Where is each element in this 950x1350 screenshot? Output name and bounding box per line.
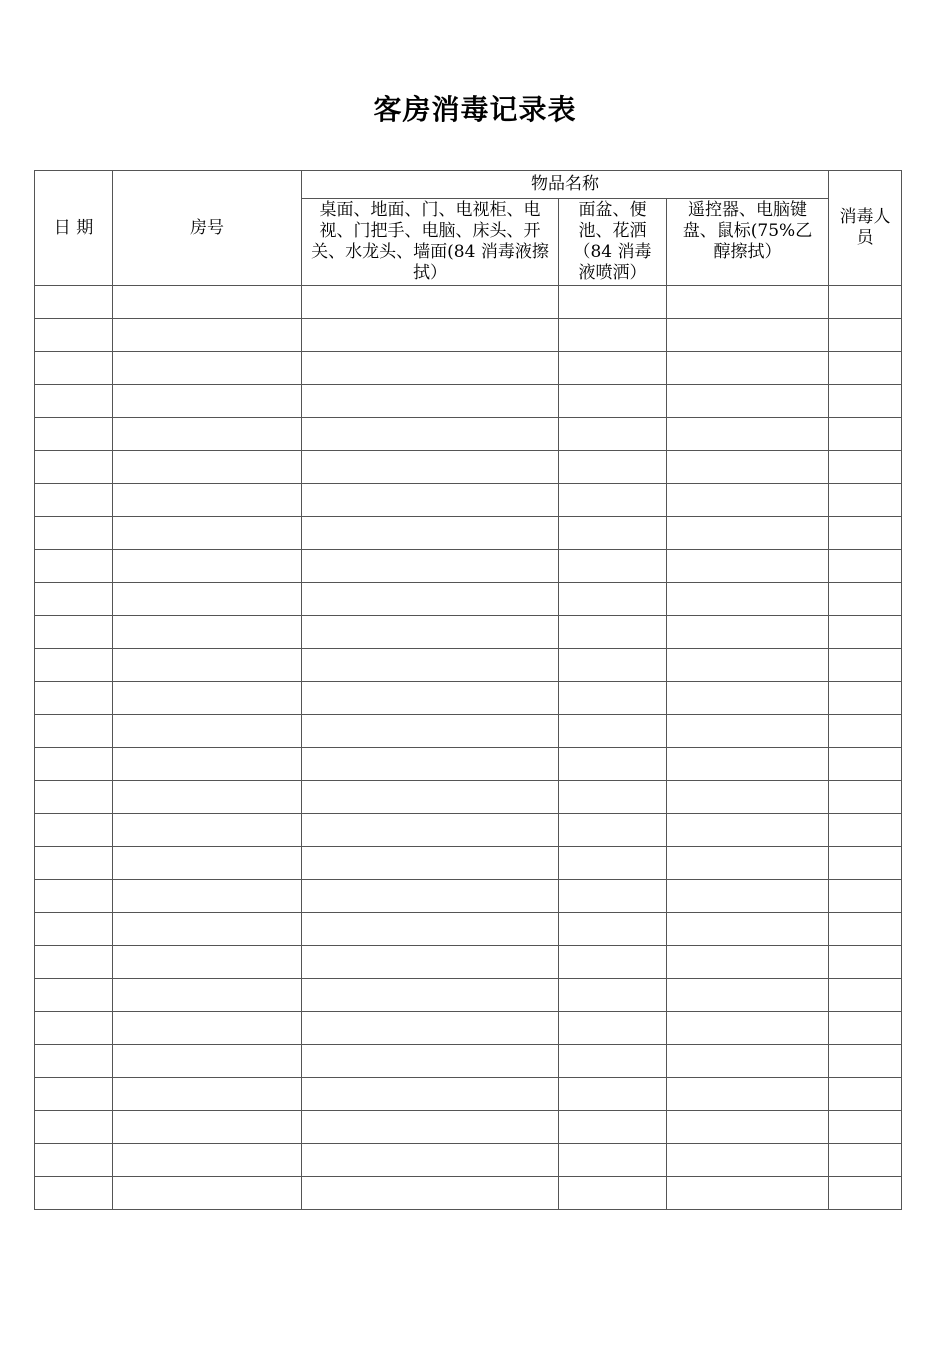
cell-date[interactable]	[35, 583, 113, 616]
cell-date[interactable]	[35, 979, 113, 1012]
cell-item-surfaces[interactable]	[302, 847, 559, 880]
cell-date[interactable]	[35, 1078, 113, 1111]
cell-item-bathroom[interactable]	[559, 682, 667, 715]
cell-disinfection-staff[interactable]	[829, 781, 902, 814]
cell-item-surfaces[interactable]	[302, 1078, 559, 1111]
cell-item-surfaces[interactable]	[302, 418, 559, 451]
cell-item-electronics[interactable]	[667, 880, 829, 913]
cell-item-bathroom[interactable]	[559, 418, 667, 451]
cell-item-bathroom[interactable]	[559, 847, 667, 880]
cell-date[interactable]	[35, 880, 113, 913]
header-disinfection-staff: 消毒人员	[829, 171, 902, 286]
cell-date[interactable]	[35, 550, 113, 583]
cell-item-bathroom[interactable]	[559, 583, 667, 616]
cell-item-bathroom[interactable]	[559, 781, 667, 814]
cell-room-number[interactable]	[113, 352, 302, 385]
cell-item-surfaces[interactable]	[302, 616, 559, 649]
cell-item-electronics[interactable]	[667, 946, 829, 979]
cell-room-number[interactable]	[113, 286, 302, 319]
cell-disinfection-staff[interactable]	[829, 1144, 902, 1177]
cell-item-surfaces[interactable]	[302, 583, 559, 616]
cell-disinfection-staff[interactable]	[829, 319, 902, 352]
cell-disinfection-staff[interactable]	[829, 715, 902, 748]
cell-item-surfaces[interactable]	[302, 385, 559, 418]
cell-item-bathroom[interactable]	[559, 517, 667, 550]
cell-disinfection-staff[interactable]	[829, 1045, 902, 1078]
cell-disinfection-staff[interactable]	[829, 1177, 902, 1210]
cell-item-surfaces[interactable]	[302, 748, 559, 781]
cell-item-electronics[interactable]	[667, 781, 829, 814]
cell-item-surfaces[interactable]	[302, 1111, 559, 1144]
cell-date[interactable]	[35, 814, 113, 847]
cell-item-bathroom[interactable]	[559, 1078, 667, 1111]
cell-item-bathroom[interactable]	[559, 319, 667, 352]
table-row	[35, 385, 902, 418]
cell-room-number[interactable]	[113, 1045, 302, 1078]
cell-room-number[interactable]	[113, 517, 302, 550]
table-body	[35, 286, 902, 1210]
table-row	[35, 946, 902, 979]
cell-room-number[interactable]	[113, 418, 302, 451]
cell-item-electronics[interactable]	[667, 517, 829, 550]
cell-disinfection-staff[interactable]	[829, 1012, 902, 1045]
table-row	[35, 550, 902, 583]
cell-item-surfaces[interactable]	[302, 649, 559, 682]
cell-disinfection-staff[interactable]	[829, 1078, 902, 1111]
cell-item-bathroom[interactable]	[559, 946, 667, 979]
cell-room-number[interactable]	[113, 1012, 302, 1045]
cell-item-electronics[interactable]	[667, 979, 829, 1012]
cell-item-electronics[interactable]	[667, 550, 829, 583]
cell-disinfection-staff[interactable]	[829, 649, 902, 682]
cell-item-bathroom[interactable]	[559, 880, 667, 913]
cell-disinfection-staff[interactable]	[829, 814, 902, 847]
cell-item-electronics[interactable]	[667, 484, 829, 517]
cell-item-electronics[interactable]	[667, 385, 829, 418]
cell-item-surfaces[interactable]	[302, 979, 559, 1012]
cell-item-bathroom[interactable]	[559, 913, 667, 946]
cell-room-number[interactable]	[113, 814, 302, 847]
cell-item-electronics[interactable]	[667, 319, 829, 352]
cell-date[interactable]	[35, 1111, 113, 1144]
cell-item-bathroom[interactable]	[559, 286, 667, 319]
cell-disinfection-staff[interactable]	[829, 550, 902, 583]
cell-item-bathroom[interactable]	[559, 1144, 667, 1177]
cell-room-number[interactable]	[113, 946, 302, 979]
table-row	[35, 781, 902, 814]
cell-disinfection-staff[interactable]	[829, 946, 902, 979]
cell-disinfection-staff[interactable]	[829, 847, 902, 880]
cell-disinfection-staff[interactable]	[829, 682, 902, 715]
cell-date[interactable]	[35, 352, 113, 385]
cell-date[interactable]	[35, 385, 113, 418]
cell-date[interactable]	[35, 1177, 113, 1210]
table-row	[35, 484, 902, 517]
cell-room-number[interactable]	[113, 385, 302, 418]
cell-date[interactable]	[35, 451, 113, 484]
cell-room-number[interactable]	[113, 484, 302, 517]
cell-disinfection-staff[interactable]	[829, 979, 902, 1012]
cell-date[interactable]	[35, 715, 113, 748]
cell-item-electronics[interactable]	[667, 418, 829, 451]
header-item-surfaces: 桌面、地面、门、电视柜、电视、门把手、电脑、床头、开关、水龙头、墙面(84 消毒液擦拭）	[302, 199, 559, 286]
cell-item-bathroom[interactable]	[559, 616, 667, 649]
table-row	[35, 1012, 902, 1045]
cell-item-surfaces[interactable]	[302, 451, 559, 484]
table-row	[35, 616, 902, 649]
cell-room-number[interactable]	[113, 682, 302, 715]
table-row	[35, 1111, 902, 1144]
cell-item-surfaces[interactable]	[302, 682, 559, 715]
table-row	[35, 649, 902, 682]
cell-item-electronics[interactable]	[667, 451, 829, 484]
disinfection-record-table	[34, 170, 902, 1210]
cell-item-electronics[interactable]	[667, 1078, 829, 1111]
cell-date[interactable]	[35, 913, 113, 946]
cell-date[interactable]	[35, 781, 113, 814]
cell-item-surfaces[interactable]	[302, 814, 559, 847]
cell-item-electronics[interactable]	[667, 1012, 829, 1045]
table-row	[35, 979, 902, 1012]
table-row	[35, 1177, 902, 1210]
table-row	[35, 583, 902, 616]
cell-date[interactable]	[35, 517, 113, 550]
cell-item-electronics[interactable]	[667, 649, 829, 682]
cell-disinfection-staff[interactable]	[829, 748, 902, 781]
table-row	[35, 352, 902, 385]
cell-item-electronics[interactable]	[667, 847, 829, 880]
cell-disinfection-staff[interactable]	[829, 616, 902, 649]
cell-item-surfaces[interactable]	[302, 880, 559, 913]
cell-date[interactable]	[35, 484, 113, 517]
cell-room-number[interactable]	[113, 847, 302, 880]
cell-room-number[interactable]	[113, 979, 302, 1012]
cell-item-bathroom[interactable]	[559, 748, 667, 781]
table-row	[35, 1144, 902, 1177]
table-row	[35, 913, 902, 946]
table-row	[35, 517, 902, 550]
header-item-electronics: 遥控器、电脑键盘、鼠标(75%乙醇擦拭）	[667, 199, 829, 286]
cell-item-bathroom[interactable]	[559, 550, 667, 583]
cell-item-surfaces[interactable]	[302, 781, 559, 814]
cell-date[interactable]	[35, 1012, 113, 1045]
cell-item-bathroom[interactable]	[559, 385, 667, 418]
cell-item-electronics[interactable]	[667, 1177, 829, 1210]
cell-item-electronics[interactable]	[667, 583, 829, 616]
cell-item-surfaces[interactable]	[302, 715, 559, 748]
cell-item-electronics[interactable]	[667, 748, 829, 781]
cell-item-bathroom[interactable]	[559, 451, 667, 484]
cell-date[interactable]	[35, 286, 113, 319]
cell-disinfection-staff[interactable]	[829, 352, 902, 385]
cell-item-surfaces[interactable]	[302, 484, 559, 517]
cell-item-surfaces[interactable]	[302, 550, 559, 583]
table-row	[35, 286, 902, 319]
header-row-top	[35, 171, 902, 199]
cell-date[interactable]	[35, 418, 113, 451]
header-item-bathroom: 面盆、便池、花洒（84 消毒液喷洒）	[559, 199, 667, 286]
cell-room-number[interactable]	[113, 715, 302, 748]
table-row	[35, 682, 902, 715]
cell-item-bathroom[interactable]	[559, 1012, 667, 1045]
table-row	[35, 847, 902, 880]
cell-item-surfaces[interactable]	[302, 319, 559, 352]
cell-room-number[interactable]	[113, 451, 302, 484]
cell-item-electronics[interactable]	[667, 715, 829, 748]
table-row	[35, 1045, 902, 1078]
cell-date[interactable]	[35, 319, 113, 352]
cell-room-number[interactable]	[113, 1078, 302, 1111]
cell-room-number[interactable]	[113, 616, 302, 649]
cell-date[interactable]	[35, 847, 113, 880]
cell-room-number[interactable]	[113, 781, 302, 814]
cell-item-bathroom[interactable]	[559, 484, 667, 517]
cell-date[interactable]	[35, 748, 113, 781]
cell-room-number[interactable]	[113, 550, 302, 583]
cell-room-number[interactable]	[113, 913, 302, 946]
cell-room-number[interactable]	[113, 1177, 302, 1210]
cell-disinfection-staff[interactable]	[829, 484, 902, 517]
cell-item-electronics[interactable]	[667, 1045, 829, 1078]
cell-room-number[interactable]	[113, 880, 302, 913]
cell-item-bathroom[interactable]	[559, 1045, 667, 1078]
cell-item-surfaces[interactable]	[302, 517, 559, 550]
table-row	[35, 451, 902, 484]
cell-disinfection-staff[interactable]	[829, 418, 902, 451]
cell-item-electronics[interactable]	[667, 616, 829, 649]
cell-item-bathroom[interactable]	[559, 1111, 667, 1144]
cell-item-surfaces[interactable]	[302, 286, 559, 319]
cell-item-surfaces[interactable]	[302, 913, 559, 946]
cell-item-bathroom[interactable]	[559, 352, 667, 385]
table-row	[35, 319, 902, 352]
cell-date[interactable]	[35, 616, 113, 649]
cell-item-electronics[interactable]	[667, 814, 829, 847]
cell-room-number[interactable]	[113, 1111, 302, 1144]
cell-date[interactable]	[35, 649, 113, 682]
cell-disinfection-staff[interactable]	[829, 913, 902, 946]
cell-date[interactable]	[35, 946, 113, 979]
table-row	[35, 1078, 902, 1111]
cell-date[interactable]	[35, 1045, 113, 1078]
table-row	[35, 814, 902, 847]
cell-item-bathroom[interactable]	[559, 715, 667, 748]
cell-item-surfaces[interactable]	[302, 946, 559, 979]
cell-item-electronics[interactable]	[667, 286, 829, 319]
cell-room-number[interactable]	[113, 1144, 302, 1177]
cell-room-number[interactable]	[113, 319, 302, 352]
header-date: 日 期	[35, 171, 113, 286]
cell-item-electronics[interactable]	[667, 1144, 829, 1177]
cell-item-surfaces[interactable]	[302, 1045, 559, 1078]
cell-date[interactable]	[35, 682, 113, 715]
cell-item-bathroom[interactable]	[559, 649, 667, 682]
cell-item-electronics[interactable]	[667, 682, 829, 715]
cell-date[interactable]	[35, 1144, 113, 1177]
cell-item-electronics[interactable]	[667, 352, 829, 385]
cell-item-electronics[interactable]	[667, 1111, 829, 1144]
cell-disinfection-staff[interactable]	[829, 451, 902, 484]
cell-item-surfaces[interactable]	[302, 1144, 559, 1177]
cell-room-number[interactable]	[113, 583, 302, 616]
cell-disinfection-staff[interactable]	[829, 1111, 902, 1144]
cell-disinfection-staff[interactable]	[829, 880, 902, 913]
cell-disinfection-staff[interactable]	[829, 385, 902, 418]
cell-disinfection-staff[interactable]	[829, 286, 902, 319]
cell-item-surfaces[interactable]	[302, 352, 559, 385]
header-room-number: 房号	[113, 171, 302, 286]
cell-room-number[interactable]	[113, 649, 302, 682]
cell-item-electronics[interactable]	[667, 913, 829, 946]
table-row	[35, 748, 902, 781]
page-title: 客房消毒记录表	[373, 93, 577, 126]
cell-item-bathroom[interactable]	[559, 814, 667, 847]
table-row	[35, 418, 902, 451]
cell-item-surfaces[interactable]	[302, 1012, 559, 1045]
table-row	[35, 715, 902, 748]
cell-item-bathroom[interactable]	[559, 1177, 667, 1210]
cell-item-surfaces[interactable]	[302, 1177, 559, 1210]
table-row	[35, 880, 902, 913]
cell-disinfection-staff[interactable]	[829, 517, 902, 550]
cell-room-number[interactable]	[113, 748, 302, 781]
cell-disinfection-staff[interactable]	[829, 583, 902, 616]
cell-item-bathroom[interactable]	[559, 979, 667, 1012]
header-item-names: 物品名称	[302, 171, 829, 199]
